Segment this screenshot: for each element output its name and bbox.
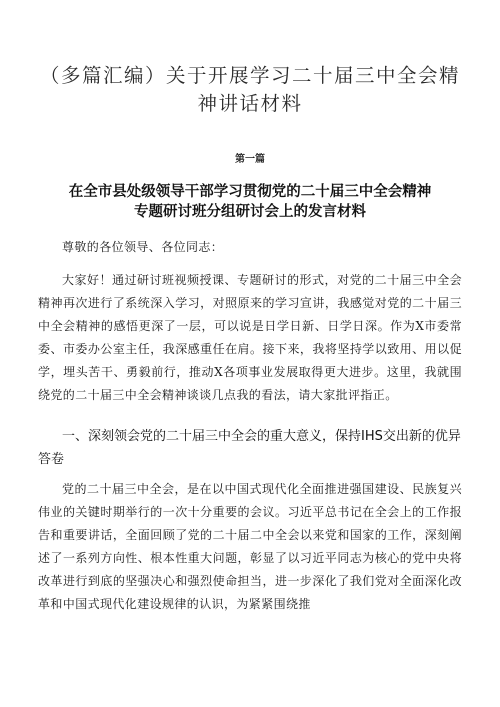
body-paragraph-1: 大家好！通过研讨班视频授课、专题研讨的形式，对党的二十届三中全会精神再次进行了系统深入学习，对照原来的学习宣讲，我感觉对党的二十届三中全会精神的感悟更深了一层，可以说是日学日新、日学日深。作为X市委常委、市委办公室主任，我深感重任在肩。接下来，我将坚持学以致用、用以促学，埋头苦干、勇毅前行，推动X各项事业发展取得更大进步。这里，我就围绕党的二十届三中全会精神谈谈几点我的看法，请大家批评指正。 bbox=[38, 273, 462, 402]
speech-title-line-1: 在全市县处级领导干部学习贯彻党的二十届三中全会精神 bbox=[68, 184, 432, 200]
speech-title-line-2: 专题研讨班分组研讨会上的发言材料 bbox=[134, 204, 366, 220]
body-paragraph-2: 党的二十届三中全会，是在以中国式现代化全面推进强国建设、民族复兴伟业的关键时期举行的一次十分重要的会议。习近平总书记在全会上的工作报告和重要讲话，全面回顾了党的二十届二中全会以来党和国家的工作，深刻阐述了一系列方向性、根本性重大问题，彰显了以习近平同志为核心的党中央将改革进行到底的坚强决心和强烈使命担当，进一步深化了我们党对全面深化改革和中国式现代化建设规律的认识，为紧紧围绕推 bbox=[38, 482, 462, 611]
section-heading-1: 一、深刻领会党的二十届三中全会的重大意义，保持IHS交出新的优异答卷 bbox=[38, 429, 461, 467]
part-label: 第一篇 bbox=[235, 154, 265, 165]
speech-title bbox=[30, 182, 470, 222]
document-title: （多篇汇编）关于开展学习二十届三中全会精神讲话材料 bbox=[39, 64, 460, 115]
salutation: 尊敬的各位领导、各位同志： bbox=[62, 240, 224, 254]
